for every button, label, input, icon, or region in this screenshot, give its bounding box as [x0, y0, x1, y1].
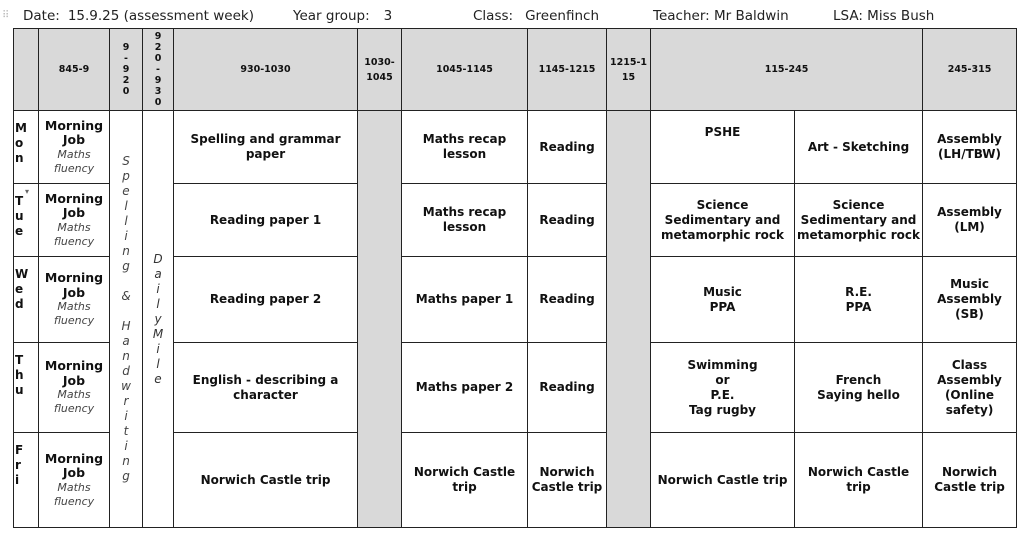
daily-mile-cell: D a i l y M i l e — [143, 111, 174, 528]
time-1030-1045: 1030- 1045 — [358, 29, 402, 111]
day-friday: F r i — [14, 433, 39, 528]
morning-job-cell: Morning Job Maths fluency — [39, 433, 110, 528]
year-group-field: Year group: 3 — [293, 8, 393, 24]
wed-1045-cell: Maths paper 1 — [402, 257, 528, 343]
morning-job-cell: Morning Job Maths fluency — [39, 184, 110, 257]
tue-1145-cell: Reading — [528, 184, 607, 257]
wed-1145-cell: Reading — [528, 257, 607, 343]
fri-245-cell: Norwich Castle trip — [923, 433, 1017, 528]
mon-245-cell: Assembly (LH/TBW) — [923, 111, 1017, 184]
row-resize-handle-icon[interactable]: ▾ — [25, 187, 30, 196]
fri-pm1-cell: Norwich Castle trip — [651, 433, 795, 528]
thu-pm2-cell: French Saying hello — [795, 343, 923, 433]
corner-cell — [14, 29, 39, 111]
tue-pm2-cell: Science Sedimentary and metamorphic rock — [795, 184, 923, 257]
time-245-315: 245-315 — [923, 29, 1017, 111]
day-thursday: T h u — [14, 343, 39, 433]
thu-1045-cell: Maths paper 2 — [402, 343, 528, 433]
thu-1145-cell: Reading — [528, 343, 607, 433]
fri-pm2-cell: Norwich Castle trip — [795, 433, 923, 528]
time-115-245: 115-245 — [651, 29, 923, 111]
time-1215-115: 1215-1 15 — [607, 29, 651, 111]
date-field: Date: 15.9.25 (assessment week) — [23, 8, 254, 24]
morning-job-cell: Morning Job Maths fluency — [39, 111, 110, 184]
time-920-930: 9 2 0 - 9 3 0 — [143, 29, 174, 111]
wed-245-cell: Music Assembly (SB) — [923, 257, 1017, 343]
day-monday: M o n — [14, 111, 39, 184]
day-tuesday: T u e — [14, 184, 39, 257]
timetable — [13, 28, 1017, 528]
thu-pm1-cell: Swimming or P.E. Tag rugby — [651, 343, 795, 433]
mon-930-cell: Spelling and grammar paper — [174, 111, 358, 184]
fri-1045-cell: Norwich Castle trip — [402, 433, 528, 528]
tue-930-cell: Reading paper 1 — [174, 184, 358, 257]
wed-pm2-cell: R.E. PPA — [795, 257, 923, 343]
time-9-920: 9 - 9 2 0 — [110, 29, 143, 111]
mon-1145-cell: Reading — [528, 111, 607, 184]
tue-pm1-cell: Science Sedimentary and metamorphic rock — [651, 184, 795, 257]
time-930-1030: 930-1030 — [174, 29, 358, 111]
spelling-handwriting-cell: S p e l l i n g & H a n d w r i t i n g — [110, 111, 143, 528]
class-field: Class: Greenfinch — [473, 8, 599, 24]
mon-pm2-cell: Art - Sketching — [795, 111, 923, 184]
lsa-field: LSA: Miss Bush — [833, 8, 935, 24]
fri-930-cell: Norwich Castle trip — [174, 433, 358, 528]
wed-pm1-cell: Music PPA — [651, 257, 795, 343]
header-row — [14, 29, 1017, 111]
wed-930-cell: Reading paper 2 — [174, 257, 358, 343]
row-monday — [14, 111, 1017, 184]
break-cell — [358, 111, 402, 528]
fri-1145-cell: Norwich Castle trip — [528, 433, 607, 528]
morning-job-cell: Morning Job Maths fluency — [39, 257, 110, 343]
thu-245-cell: Class Assembly (Online safety) — [923, 343, 1017, 433]
drag-handle-icon[interactable]: ⠿ — [2, 10, 8, 21]
mon-pm1-cell: PSHE — [651, 111, 795, 184]
mon-1045-cell: Maths recap lesson — [402, 111, 528, 184]
tue-245-cell: Assembly (LM) — [923, 184, 1017, 257]
teacher-field: Teacher: Mr Baldwin — [653, 8, 789, 24]
tue-1045-cell: Maths recap lesson — [402, 184, 528, 257]
time-1145-1215: 1145-1215 — [528, 29, 607, 111]
lunch-cell — [607, 111, 651, 528]
thu-930-cell: English - describing a character — [174, 343, 358, 433]
morning-job-cell: Morning Job Maths fluency — [39, 343, 110, 433]
day-wednesday: W e d — [14, 257, 39, 343]
time-1045-1145: 1045-1145 — [402, 29, 528, 111]
time-845: 845-9 — [39, 29, 110, 111]
